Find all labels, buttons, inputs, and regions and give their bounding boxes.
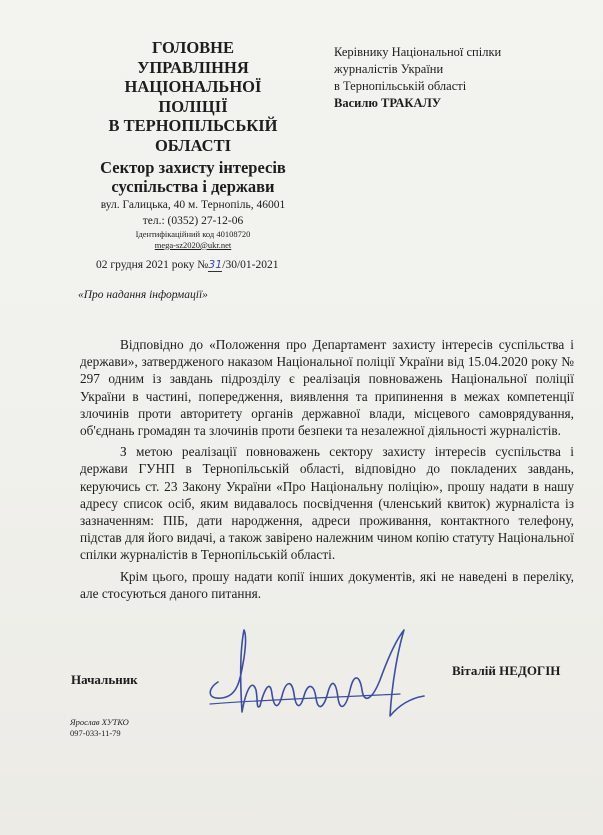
date-reference [96,258,316,272]
signature-underline [210,694,400,704]
sender-address: вул. Галицька, 40 м. Тернопіль, 46001 [100,198,286,211]
sender-phone: тел.: (0352) 27-12-06 [142,214,244,227]
sector-title: Сектор захисту інтересів суспільства і держави [100,157,286,197]
recipient-block [334,44,554,112]
executor-name: Ярослав ХУТКО [70,717,129,727]
body-paragraph-1: Відповідно до «Положення про Департамент захисту інтересів суспільства і держави», затвердженого наказом Національної поліції України від 15.04.2020 року № 297 одним із завдань підрозділу є реалізація повноважень Національної поліції України в частині, попередження, виявлення та припинення в межах компетенції злочинів проти авторитету органів державної влади, місцевого самоврядування, об'єднань громадян та злочинів проти безпеки та незалежної діяльності журналістів. [80,337,574,439]
date-prefix: 02 грудня 2021 року № [96,259,209,271]
organization-title: ГОЛОВНЕ УПРАВЛІННЯ НАЦІОНАЛЬНОЇ ПОЛІЦІЇ В ТЕРНОПІЛЬСЬКІЙ ОБЛАСТІ [108,38,278,155]
body-paragraph-3: Крім цього, прошу надати копії інших документів, які не наведені в переліку, але стосуються даного питання. [80,568,574,601]
letter-subject: «Про надання інформації» [78,289,208,301]
executor-phone: 097-033-11-79 [70,728,121,738]
recipient-line-2: журналістів України [334,62,444,76]
sender-block [82,38,304,251]
sender-id-code: Ідентифікаційний код 40108720 [135,228,251,239]
body-paragraph-2: З метою реалізації повноважень сектору захисту інтересів суспільства і держави ГУНП в Тернопільській області, відповідно до покладених завдань, керуючись ст. 23 Закону України «Про Національну поліцію», прошу надати в нашу адресу список осіб, яким видавалось посвідчення (членський квиток) журналіста із зазначенням: ПІБ, дати народження, адреси проживання, контактного телефону, підстав для його видачі, а також завірено належним чином копію статуту Національної спілки журналістів в Тернопільській області. [80,444,574,563]
reference-suffix: /30/01-2021 [222,259,279,271]
recipient-name: Василю ТРАКАЛУ [334,96,442,110]
recipient-line-3: в Тернопільській області [334,79,467,93]
signer-title: Начальник [71,672,138,687]
letter-body [80,336,574,602]
signature-stroke [210,630,424,716]
sender-email: mega-sz2020@ukr.net [154,239,232,250]
signer-name: Віталій НЕДОГІН [452,663,561,678]
reference-number: 31 [208,258,223,271]
handwritten-signature [200,620,430,740]
recipient-line-1: Керівнику Національної спілки [334,45,502,59]
